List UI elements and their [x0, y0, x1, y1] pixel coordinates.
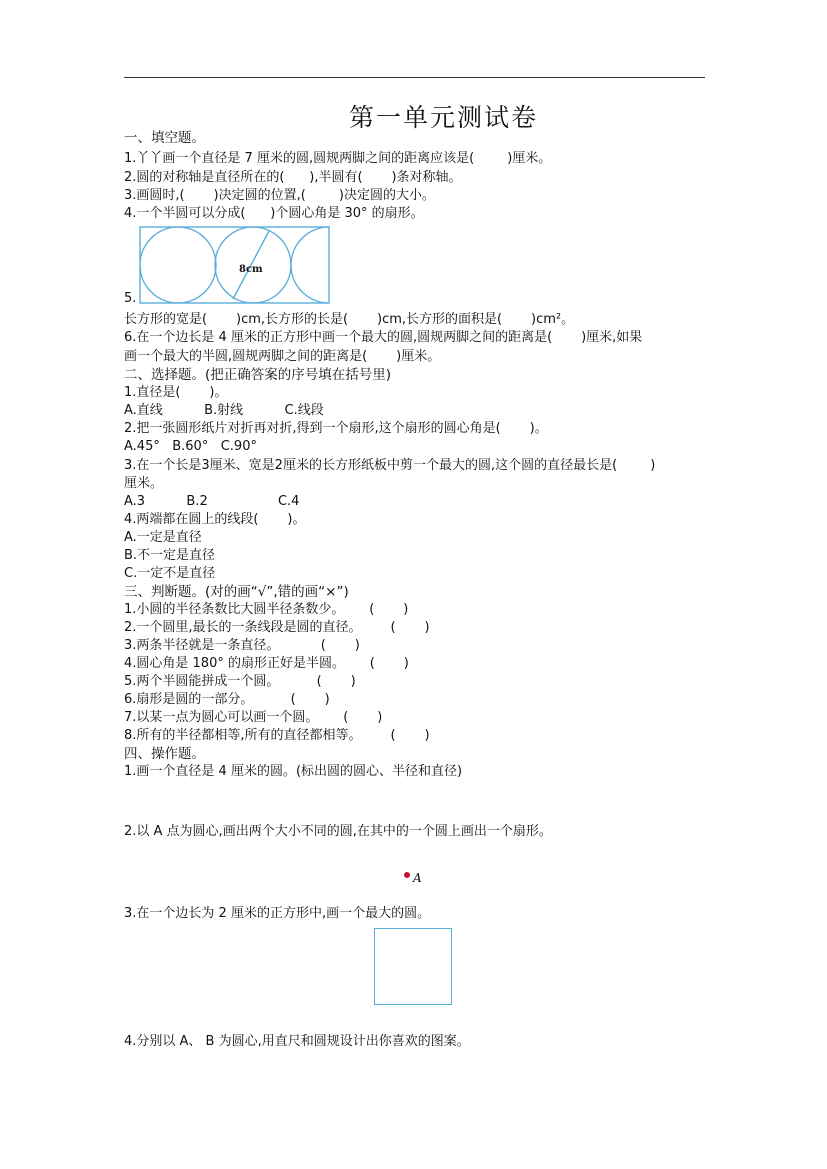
option-line: A.一定是直径 [124, 530, 202, 545]
question-line: 2.一个圆里,最长的一条线段是圆的直径。 ( ) [124, 620, 430, 635]
question-line: 5.两个半圆能拼成一个圆。 ( ) [124, 674, 356, 689]
question-line: 2.把一张圆形纸片对折再对折,得到一个扇形,这个扇形的圆心角是( )。 [124, 421, 548, 436]
question-line: 1.丫丫画一个直径是 7 厘米的圆,圆规两脚之间的距离应该是( )厘米。 [124, 151, 552, 166]
option-line: A.直线 B.射线 C.线段 [124, 403, 324, 418]
question-line: 2.圆的对称轴是直径所在的( ),半圆有( )条对称轴。 [124, 170, 462, 185]
question-line: 厘米。 [124, 476, 164, 491]
question-line: 8.所有的半径都相等,所有的直径都相等。 ( ) [124, 728, 430, 743]
option-line: A.3 B.2 C.4 [124, 494, 300, 509]
option-line: A.45° B.60° C.90° [124, 439, 257, 454]
point-a-label: A [413, 871, 422, 885]
question-line: 6.在一个边长是 4 厘米的正方形中画一个最大的圆,圆规两脚之间的距离是( )厘米,如果 [124, 330, 643, 345]
square-outline [374, 928, 452, 1005]
page-title: 第一单元测试卷 [348, 103, 538, 132]
question-line: 1.直径是( )。 [124, 385, 228, 400]
question-line: 6.扇形是圆的一部分。 ( ) [124, 692, 330, 707]
section-heading-fill-blank: 一、填空题。 [124, 130, 205, 146]
question-line: 3.在一个长是3厘米、宽是2厘米的长方形纸板中剪一个最大的圆,这个圆的直径最长是( ) [124, 458, 656, 473]
circles-in-rectangle-figure [0, 0, 827, 320]
question-line: 画一个最大的半圆,圆规两脚之间的距离是( )厘米。 [124, 349, 441, 364]
question-line: 长方形的宽是( )cm,长方形的长是( )cm,长方形的面积是( )cm²。 [124, 312, 575, 327]
question-line: 4.圆心角是 180° 的扇形正好是半圆。 ( ) [124, 656, 409, 671]
option-line: C.一定不是直径 [124, 566, 216, 581]
circle-left [140, 227, 216, 303]
question-line: 7.以某一点为圆心可以画一个圆。 ( ) [124, 710, 383, 725]
section-heading-judge: 三、判断题。(对的画“√”,错的画“×”) [124, 584, 349, 600]
option-line: B.不一定是直径 [124, 548, 216, 563]
question-line: 1.画一个直径是 4 厘米的圆。(标出圆的圆心、半径和直径) [124, 764, 463, 779]
section-heading-operation: 四、操作题。 [124, 746, 205, 762]
diameter-label: 8cm [239, 264, 263, 275]
question-line: 2.以 A 点为圆心,画出两个大小不同的圆,在其中的一个圆上画出一个扇形。 [124, 824, 552, 839]
rectangle-outline [140, 227, 329, 303]
question-line: 4.两端都在圆上的线段( )。 [124, 512, 306, 527]
question-line: 3.两条半径就是一条直径。 ( ) [124, 638, 360, 653]
question-line: 1.小圆的半径条数比大圆半径条数少。 ( ) [124, 602, 409, 617]
section-heading-choice: 二、选择题。(把正确答案的序号填在括号里) [124, 367, 392, 383]
point-a-dot [404, 872, 410, 878]
question-line: 4.分别以 A、 B 为圆心,用直尺和圆规设计出你喜欢的图案。 [124, 1034, 470, 1049]
question-line: 5. [124, 291, 137, 306]
question-line: 3.在一个边长为 2 厘米的正方形中,画一个最大的圆。 [124, 906, 431, 921]
question-line: 4.一个半圆可以分成( )个圆心角是 30° 的扇形。 [124, 206, 424, 221]
question-line: 3.画圆时,( )决定圆的位置,( )决定圆的大小。 [124, 188, 435, 203]
